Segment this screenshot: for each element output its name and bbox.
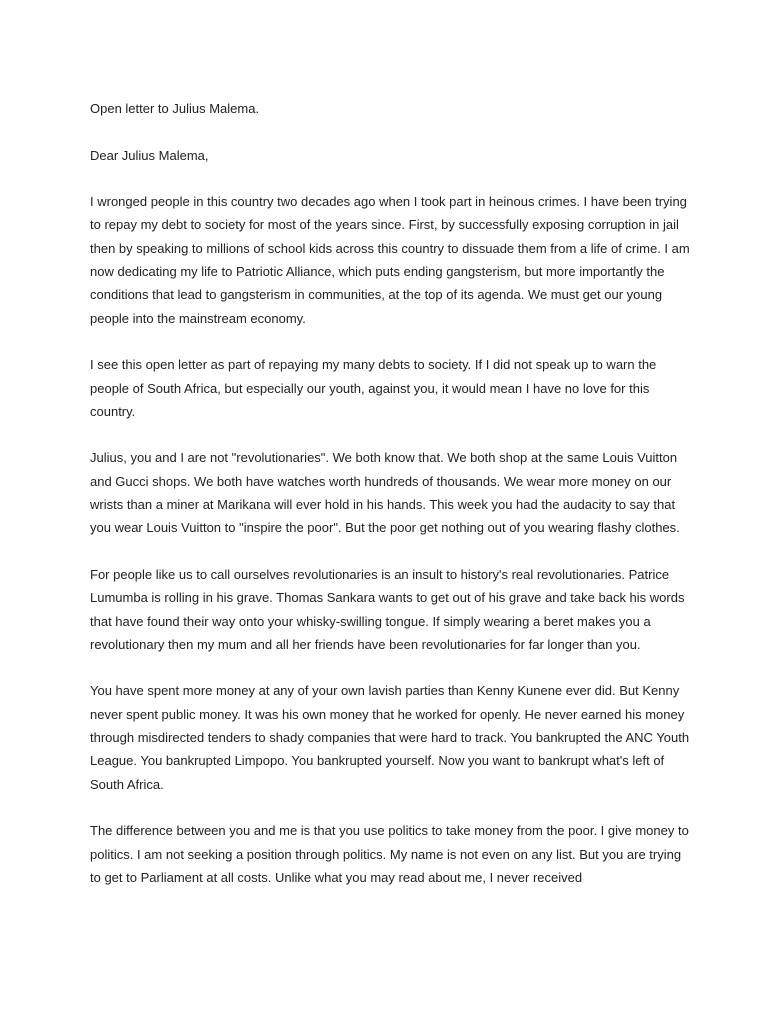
letter-title: Open letter to Julius Malema. — [90, 101, 260, 116]
letter-paragraph: Julius, you and I are not "revolutionaries". We both know that. We both shop at the same Louis Vuitton and Gucci shops. We both have watches worth hundreds of thousands. We wear more money on our wrists than a miner at Marikana will ever hold in his hands. This week you had the audacity to say that you wear Louis Vuitton to "inspire the poor". But the poor get nothing out of you wearing flashy clothes. — [90, 450, 680, 536]
letter-paragraph: I wronged people in this country two decades ago when I took part in heinous crimes. I have been trying to repay my debt to society for most of the years since. First, by successfully exposing corruption in jail then by speaking to millions of school kids across this country to dissuade them from a life of crime. I am now dedicating my life to Patriotic Alliance, which puts ending gangsterism, but more importantly the conditions that lead to gangsterism in communities, at the top of its agenda. We must get our young people into the mainstream economy. — [90, 194, 690, 326]
letter-paragraph: You have spent more money at any of your own lavish parties than Kenny Kunene ever did. But Kenny never spent public money. It was his own money that he worked for openly. He never earned his money through misdirected tenders to shady companies that were hard to track. You bankrupted the ANC Youth League. You bankrupted Limpopo. You bankrupted yourself. Now you want to bankrupt what's left of South Africa. — [90, 683, 690, 792]
letter-paragraph: The difference between you and me is that you use politics to take money from the poor. I give money to politics. I am not seeking a position through politics. My name is not even on any list. But you are trying to get to Parliament at all costs. Unlike what you may read about me, I never received — [90, 823, 689, 885]
letter-salutation: Dear Julius Malema, — [90, 147, 209, 163]
letter-paragraph: For people like us to call ourselves revolutionaries is an insult to history's real revolutionaries. Patrice Lumumba is rolling in his grave. Thomas Sankara wants to get out of his grave and take back his words that have found their way onto your whisky-swilling tongue. If simply wearing a beret makes you a revolutionary then my mum and all her friends have been revolutionaries for far longer than you. — [90, 566, 685, 652]
letter-paragraph: I see this open letter as part of repaying my many debts to society. If I did not speak up to warn the people of South Africa, but especially our youth, against you, it would mean I have no love for this country. — [90, 357, 657, 419]
letter-body — [90, 97, 690, 912]
